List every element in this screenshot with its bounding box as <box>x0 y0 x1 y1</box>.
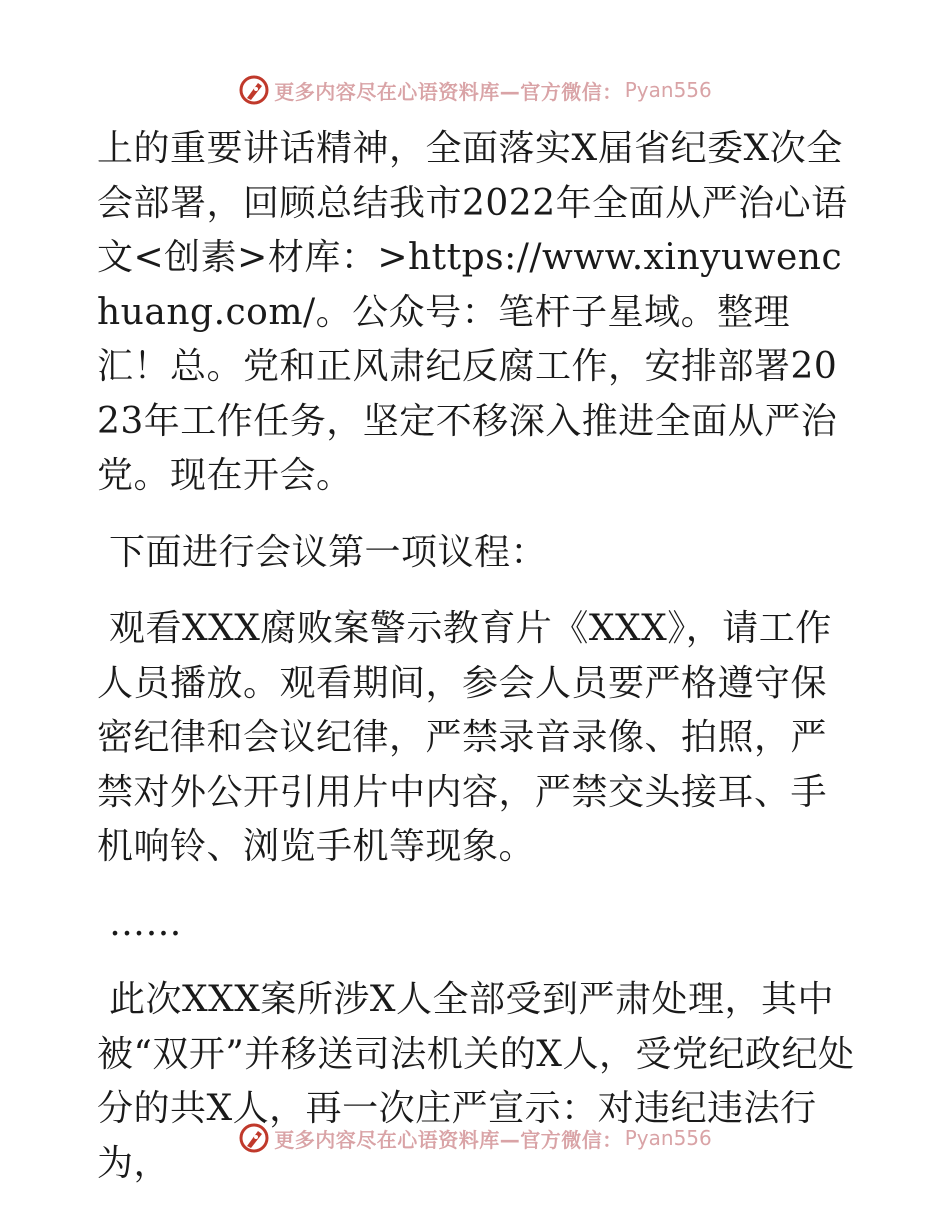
pen-nib-logo-icon <box>238 74 270 106</box>
paragraph-1: 上的重要讲话精神，全面落实X届省纪委X次全会部署，回顾总结我市2022年全面从严治心语文<创素>材库：>https://www.xinyuwenchuang.com/。公众号：笔杆子星域。整理汇！总。党和正风肃纪反腐工作，安排部署2023年工作任务，坚定不移深入推进全面从严治党。现在开会。 <box>97 128 848 496</box>
footer-banner <box>0 1118 950 1158</box>
pen-nib-logo-icon <box>238 1122 270 1154</box>
banner-text: 更多内容尽在心语资料库—官方微信： <box>274 1127 623 1152</box>
banner-wechat-id: Pyan556 <box>624 1126 712 1150</box>
paragraph-4: …… <box>97 902 182 944</box>
paragraph-2: 下面进行会议第一项议程： <box>97 531 547 573</box>
banner-wechat-id: Pyan556 <box>624 78 712 102</box>
banner-text: 更多内容尽在心语资料库—官方微信： <box>274 79 623 104</box>
header-banner <box>0 70 950 110</box>
paragraph-5: 此次XXX案所涉X人全部受到严肃处理，其中被“双开”并移送司法机关的X人，受党纪政纪处分的共X人，再一次庄严宣示：对违纪违法行为， <box>97 979 855 1184</box>
paragraph-3: 观看XXX腐败案警示教育片《XXX》，请工作人员播放。观看期间，参会人员要严格遵守保密纪律和会议纪律，严禁录音录像、拍照，严禁对外公开引用片中内容，严禁交头接耳、手机响铃、浏览手机等现象。 <box>97 608 832 867</box>
document-body <box>97 122 857 1191</box>
